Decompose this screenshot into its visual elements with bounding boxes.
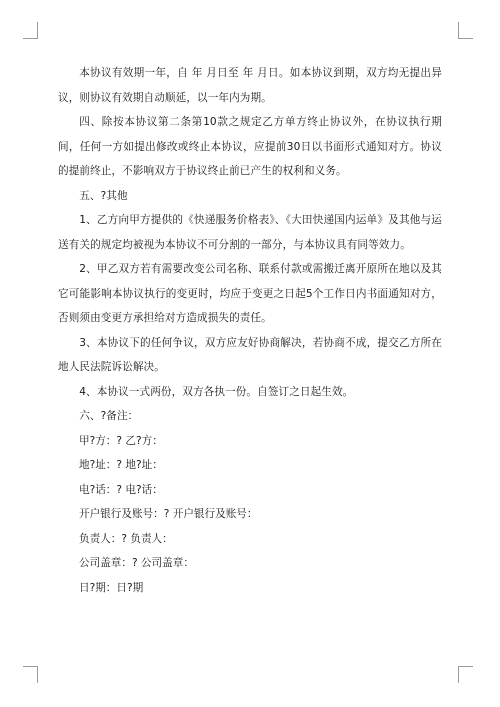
bank-account-field: 开户银行及账号：? 开户银行及账号： (79, 508, 258, 520)
other-clause-3: 3、本协议下的任何争议，双方应友好协商解决，若协商不成，提交乙方所在地人民法院诉讼解决。 (58, 336, 442, 373)
crop-mark-top-right (458, 22, 473, 39)
other-clause-4: 4、本协议一式两份，双方各执一份。自签订之日起生效。 (79, 385, 354, 398)
crop-mark-top-left (23, 22, 38, 39)
responsible-person-field: 负责人：? 负责人： (79, 532, 173, 545)
company-seal-field: 公司盖章：? 公司盖章： (79, 557, 194, 569)
crop-mark-bottom-left (23, 666, 38, 683)
party-names-field: 甲?方：? 乙?方： (79, 434, 163, 447)
other-clause-1: 1、乙方向甲方提供的《快递服务价格表》、《大田快递国内运单》及其他与运送有关的规定均被视为本协议不可分割的一部分，与本协议具有同等效力。 (58, 214, 442, 251)
document-body (58, 61, 442, 600)
section-heading-remarks: 六、?备注： (79, 410, 139, 422)
phone-field: 电?话：? 电?话： (79, 483, 163, 496)
validity-paragraph: 本协议有效期一年，自 年 月日至 年 月日。如本协议到期，双方均无提出异议，则协议有效期自动顺延，以一年内为期。 (58, 67, 442, 104)
termination-clause: 四、除按本协议第二条第10款之规定乙方单方终止协议外，在协议执行期间，任何一方如提出修改或终止本协议，应提前30日以书面形式通知对方。协议的提前终止，不影响双方于协议终止前已产生的权利和义务。 (58, 116, 442, 177)
section-heading-other: 五、?其他 (79, 189, 128, 202)
date-field: 日?期：日?期 (79, 581, 144, 594)
crop-mark-bottom-right (458, 666, 473, 683)
other-clause-2: 2、甲乙双方若有需要改变公司名称、联系付款或需搬迁离开原所在地以及其它可能影响本协议执行的变更时，均应于变更之日起5个工作日内书面通知对方，否则须由变更方承担给对方造成损失的责任。 (58, 263, 442, 324)
address-field: 地?址：? 地?址： (79, 459, 163, 471)
